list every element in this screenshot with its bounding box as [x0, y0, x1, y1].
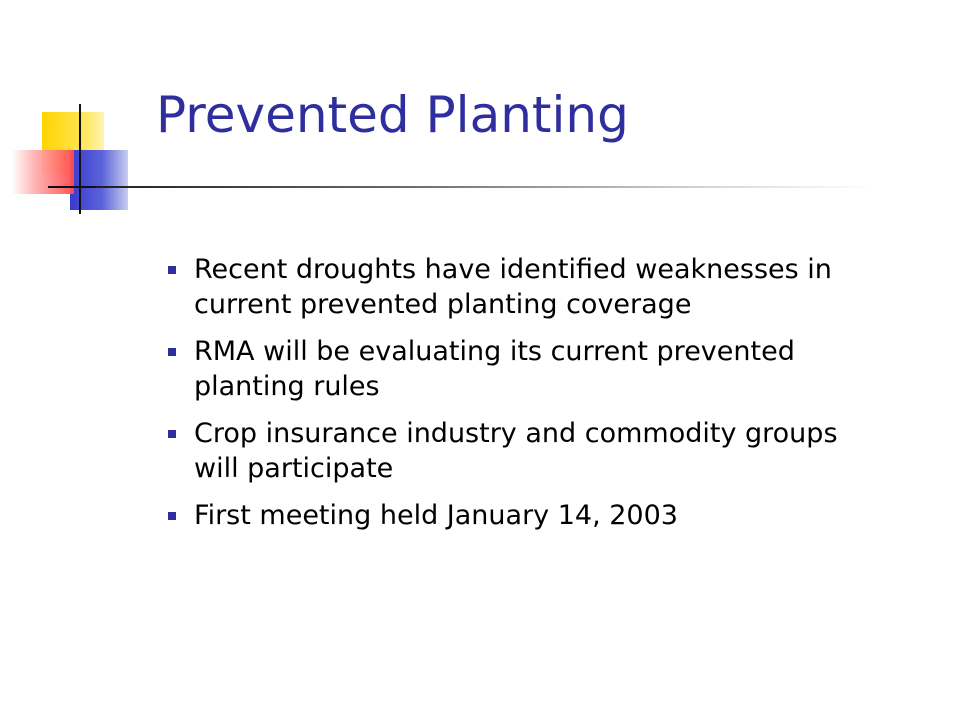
square-bullet-icon [168, 512, 176, 520]
bullet-list [160, 252, 880, 545]
bullet-text: RMA will be evaluating its current prevented planting rules [194, 336, 795, 402]
bullet-text: First meeting held January 14, 2003 [194, 500, 678, 531]
bullet-text: Crop insurance industry and commodity groups will participate [194, 418, 838, 484]
bullet-text: Recent droughts have identified weaknesses in current prevented planting coverage [194, 254, 832, 320]
square-bullet-icon [168, 430, 176, 438]
bullet-item [160, 416, 880, 486]
vertical-line-shape [79, 104, 81, 214]
bullet-item [160, 498, 880, 533]
decorative-logo-icon [0, 0, 150, 230]
square-bullet-icon [168, 266, 176, 274]
bullet-item [160, 252, 880, 322]
title-underline [96, 186, 876, 188]
slide-title: Prevented Planting [156, 86, 629, 144]
bullet-item [160, 334, 880, 404]
square-bullet-icon [168, 348, 176, 356]
